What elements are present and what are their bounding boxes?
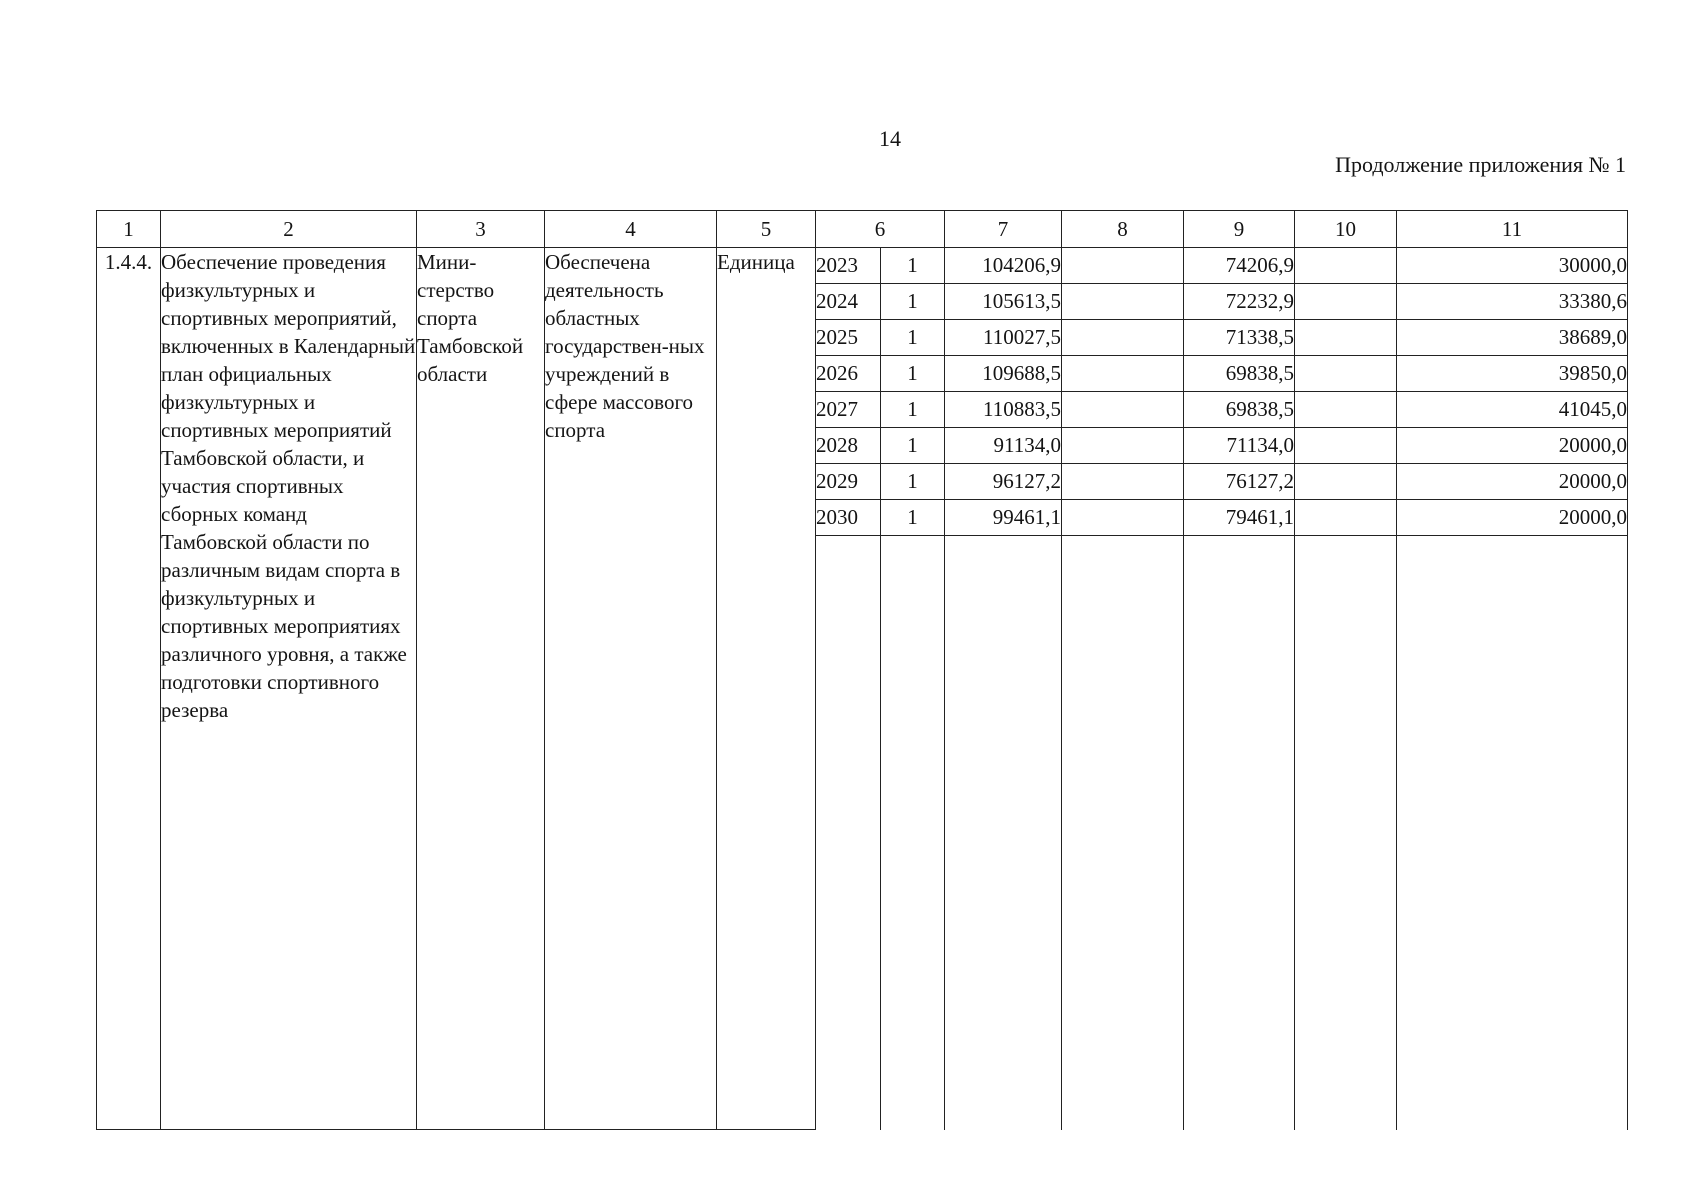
value-cell: 1	[881, 500, 944, 536]
executor: Мини-стерство спорта Тамбовской области	[417, 248, 545, 1130]
year-cell: 2030	[816, 500, 880, 536]
header-col-3: 3	[417, 211, 545, 248]
page-number: 14	[879, 126, 901, 151]
header-col-6: 6	[816, 211, 945, 248]
other-cell: 38689,0	[1397, 320, 1627, 356]
header-col-4: 4	[545, 211, 717, 248]
other-cell: 41045,0	[1397, 392, 1627, 428]
regional-cell: 76127,2	[1184, 464, 1294, 500]
header-col-9: 9	[1184, 211, 1295, 248]
total-cell: 96127,2	[945, 464, 1061, 500]
value-cell: 1	[881, 464, 944, 500]
row-number: 1.4.4.	[97, 248, 161, 1130]
header-col-11: 11	[1397, 211, 1628, 248]
header-col-10: 10	[1295, 211, 1397, 248]
value-cell: 1	[881, 248, 944, 284]
value-column	[881, 248, 945, 1130]
result-description: Обеспечена деятельность областных государствен-ных учреждений в сфере массового спорта	[545, 248, 717, 1130]
federal-cell	[1062, 500, 1183, 536]
header-col-7: 7	[945, 211, 1062, 248]
total-cell: 109688,5	[945, 356, 1061, 392]
total-cell: 110027,5	[945, 320, 1061, 356]
federal-cell	[1062, 464, 1183, 500]
federal-cell	[1062, 248, 1183, 284]
header-row	[97, 211, 1628, 248]
local-cell	[1295, 464, 1396, 500]
value-cell: 1	[881, 392, 944, 428]
header-col-1: 1	[97, 211, 161, 248]
continuation-label: Продолжение приложения № 1	[1335, 152, 1626, 177]
federal-column	[1062, 248, 1184, 1130]
value-cell: 1	[881, 320, 944, 356]
total-cell: 105613,5	[945, 284, 1061, 320]
other-cell: 39850,0	[1397, 356, 1627, 392]
year-cell: 2024	[816, 284, 880, 320]
federal-cell	[1062, 320, 1183, 356]
total-cell: 99461,1	[945, 500, 1061, 536]
total-cell: 104206,9	[945, 248, 1061, 284]
year-cell: 2028	[816, 428, 880, 464]
local-cell	[1295, 392, 1396, 428]
local-cell	[1295, 320, 1396, 356]
year-cell: 2026	[816, 356, 880, 392]
regional-cell: 74206,9	[1184, 248, 1294, 284]
other-cell: 33380,6	[1397, 284, 1627, 320]
regional-column	[1184, 248, 1295, 1130]
regional-cell: 72232,9	[1184, 284, 1294, 320]
local-cell	[1295, 500, 1396, 536]
regional-cell: 71134,0	[1184, 428, 1294, 464]
local-cell	[1295, 284, 1396, 320]
value-cell: 1	[881, 356, 944, 392]
regional-cell: 69838,5	[1184, 392, 1294, 428]
other-cell: 30000,0	[1397, 248, 1627, 284]
year-cell: 2023	[816, 248, 880, 284]
value-cell: 1	[881, 284, 944, 320]
year-cell: 2025	[816, 320, 880, 356]
event-description: Обеспечение проведения физкультурных и спортивных мероприятий, включенных в Календарный план официальных физкультурных и спортивных мероприятий Тамбовской области, и участия спортивных сборных команд Тамбовской области по различным видам спорта в физкультурных и спортивных мероприятиях различного уровня, а также подготовки спортивного резерва	[161, 248, 417, 1130]
year-cell: 2027	[816, 392, 880, 428]
local-column	[1295, 248, 1397, 1130]
other-cell: 20000,0	[1397, 428, 1627, 464]
header-col-5: 5	[717, 211, 816, 248]
local-cell	[1295, 356, 1396, 392]
local-cell	[1295, 248, 1396, 284]
table-row	[97, 248, 1628, 1130]
other-cell: 20000,0	[1397, 500, 1627, 536]
other-cell: 20000,0	[1397, 464, 1627, 500]
year-cell: 2029	[816, 464, 880, 500]
unit: Единица	[717, 248, 816, 1130]
regional-cell: 69838,5	[1184, 356, 1294, 392]
regional-cell: 79461,1	[1184, 500, 1294, 536]
year-column	[816, 248, 881, 1130]
total-cell: 110883,5	[945, 392, 1061, 428]
header-col-8: 8	[1062, 211, 1184, 248]
federal-cell	[1062, 356, 1183, 392]
regional-cell: 71338,5	[1184, 320, 1294, 356]
value-cell: 1	[881, 428, 944, 464]
federal-cell	[1062, 392, 1183, 428]
program-table	[96, 210, 1628, 1130]
total-cell: 91134,0	[945, 428, 1061, 464]
total-column	[945, 248, 1062, 1130]
header-col-2: 2	[161, 211, 417, 248]
local-cell	[1295, 428, 1396, 464]
other-column	[1397, 248, 1628, 1130]
federal-cell	[1062, 284, 1183, 320]
federal-cell	[1062, 428, 1183, 464]
